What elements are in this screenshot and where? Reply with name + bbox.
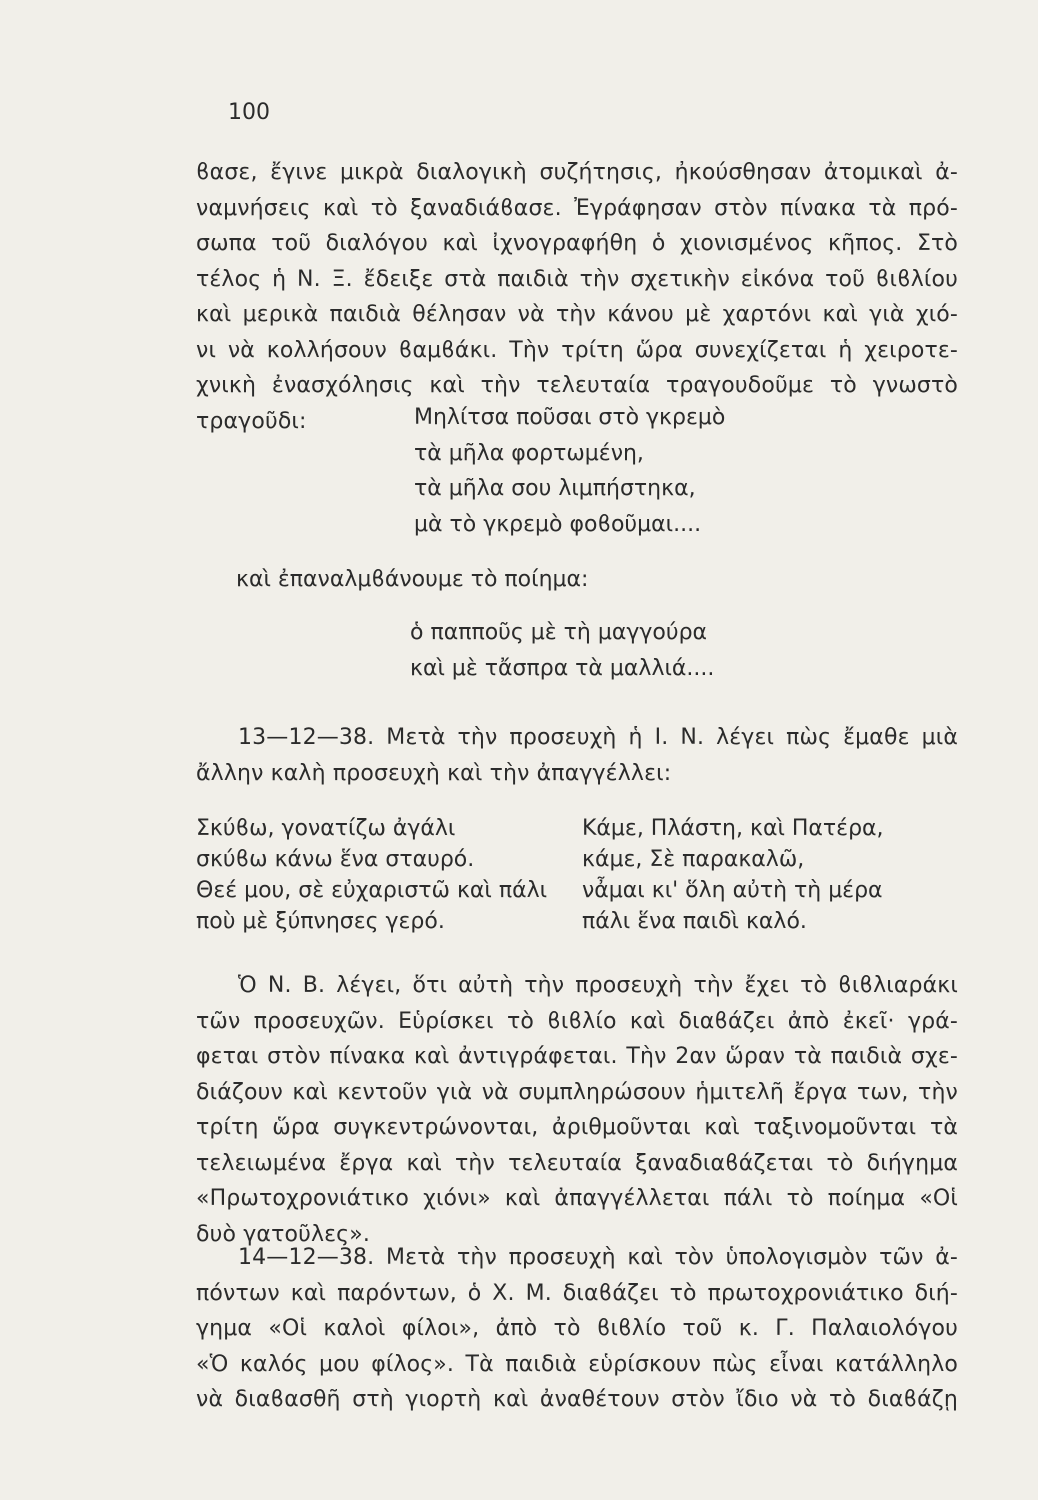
text-line: «Πρωτοχρονιάτικο χιόνι» καὶ ἀπαγγέλλεται πάλι τὸ ποίημα «Οἱ: [196, 1186, 958, 1211]
text-line: 14—12—38. Μετὰ τὴν προσευχὴ καὶ τὸν ὑπολογισμὸν τῶν ἀ-: [238, 1245, 958, 1270]
text-line: γημα «Οἱ καλοὶ φίλοι», ἀπὸ τὸ ϐιϐλίο τοῦ κ. Γ. Παλαιολόγου: [196, 1316, 958, 1341]
text-line: δυὸ γατοῦλες».: [196, 1221, 370, 1247]
verse-line: Κάμε, Πλάστη, καὶ Πατέρα,: [582, 816, 884, 841]
text-line: φεται στὸν πίνακα καὶ ἀντιγράφεται. Τὴν 2αν ὥραν τὰ παιδιὰ σχε-: [196, 1044, 958, 1069]
verse-line: πάλι ἕνα παιδὶ καλό.: [582, 909, 807, 934]
text-line: τῶν προσευχῶν. Εὑρίσκει τὸ ϐιϐλίο καὶ διαϐάζει ἀπὸ ἐκεῖ· γρά-: [196, 1008, 958, 1034]
poem-verse: [410, 615, 714, 686]
text-line: ἄλλην καλὴ προσευχὴ καὶ τὴν ἀπαγγέλλει:: [196, 760, 672, 786]
page-number: 100: [228, 100, 270, 125]
text-line: σωπα τοῦ διαλόγου καὶ ἰχνογραφήθη ὁ χιονισμένος κῆπος. Στὸ: [196, 231, 958, 256]
verse-line: Θεέ μου, σὲ εὐχαριστῶ καὶ πάλι: [196, 878, 548, 903]
verse-line: μὰ τὸ γκρεμὸ φοϐοῦμαι....: [414, 511, 702, 537]
text-line: Ὁ Ν. Β. λέγει, ὅτι αὐτὴ τὴν προσευχὴ τὴν ἔχει τὸ ϐιϐλιαράκι: [238, 973, 958, 998]
verse-line: ὁ παπποῦς μὲ τὴ μαγγούρα: [410, 620, 708, 645]
repeat-line: καὶ ἐπαναλμϐάνουμε τὸ ποίημα:: [236, 567, 589, 592]
text-line: διάζουν καὶ κεντοῦν γιὰ νὰ συμπληρώσουν ἡμιτελῆ ἔργα των, τὴν: [196, 1079, 958, 1105]
text-line: ναμνήσεις καὶ τὸ ξαναδιάϐασε. Ἐγράφησαν στὸν πίνακα τὰ πρό-: [196, 195, 958, 221]
prayer-left-column: [196, 813, 547, 937]
verse-line: κάμε, Σὲ παρακαλῶ,: [582, 847, 805, 872]
song-verse: [414, 400, 725, 542]
paragraph-2: [196, 968, 958, 1252]
verse-line: ποὺ μὲ ξύπνησες γερό.: [196, 909, 445, 934]
text-line: τραγοῦδι:: [196, 408, 307, 434]
text-line: τέλος ἡ Ν. Ξ. ἔδειξε στὰ παιδιὰ τὴν σχετικὴν εἰκόνα τοῦ ϐιϐλίου: [196, 266, 958, 292]
entry-14-12-38: [196, 1240, 958, 1418]
prayer-right-column: [582, 813, 884, 937]
text-line: ϐασε, ἔγινε μικρὰ διαλογικὴ συζήτησις, ἠκούσθησαν ἀτομικαὶ ἀ-: [196, 160, 958, 185]
text-line: νὰ διαϐασθῆ στὴ γιορτὴ καὶ ἀναθέτουν στὸν ἴδιο νὰ τὸ διαϐάζῃ: [196, 1387, 958, 1412]
text-line: τελειωμένα ἔργα καὶ τὴν τελευταία ξαναδιαϐάζεται τὸ διήγημα: [196, 1150, 958, 1176]
entry-13-12-38: [196, 720, 958, 791]
text-line: πόντων καὶ παρόντων, ὁ Χ. Μ. διαϐάζει τὸ πρωτοχρονιάτικο διή-: [196, 1280, 958, 1306]
text-line: τρίτη ὥρα συγκεντρώνονται, ἀριθμοῦνται καὶ ταξινομοῦνται τὰ: [196, 1115, 958, 1140]
paragraph-1: [196, 155, 958, 439]
text-line: νι νὰ κολλήσουν ϐαμϐάκι. Τὴν τρίτη ὥρα συνεχίζεται ἡ χειροτε-: [196, 337, 958, 363]
verse-line: νἆμαι κι' ὅλη αὐτὴ τὴ μέρα: [582, 878, 883, 903]
verse-line: τὰ μῆλα φορτωμένη,: [414, 440, 644, 466]
text-line: καὶ μερικὰ παιδιὰ θέλησαν νὰ τὴν κάνου μὲ χαρτόνι καὶ γιὰ χιό-: [196, 302, 958, 327]
verse-line: τὰ μῆλα σου λιμπήστηκα,: [414, 476, 696, 501]
text-line: χνικὴ ἐνασχόλησις καὶ τὴν τελευταία τραγουδοῦμε τὸ γνωστὸ: [196, 373, 958, 398]
text-line: «Ὁ καλός μου φίλος». Τὰ παιδιὰ εὑρίσκουν πὼς εἶναι κατάλληλο: [196, 1351, 958, 1377]
text-line: 13—12—38. Μετὰ τὴν προσευχὴ ἡ Ι. Ν. λέγει πὼς ἔμαθε μιὰ: [238, 725, 958, 750]
verse-line: Σκύϐω, γονατίζω ἀγάλι: [196, 816, 456, 841]
verse-line: Μηλίτσα ποῦσαι στὸ γκρεμὸ: [414, 405, 726, 430]
verse-line: σκύϐω κάνω ἕνα σταυρό.: [196, 847, 475, 872]
verse-line: καὶ μὲ τἄσπρα τὰ μαλλιά....: [410, 655, 715, 681]
